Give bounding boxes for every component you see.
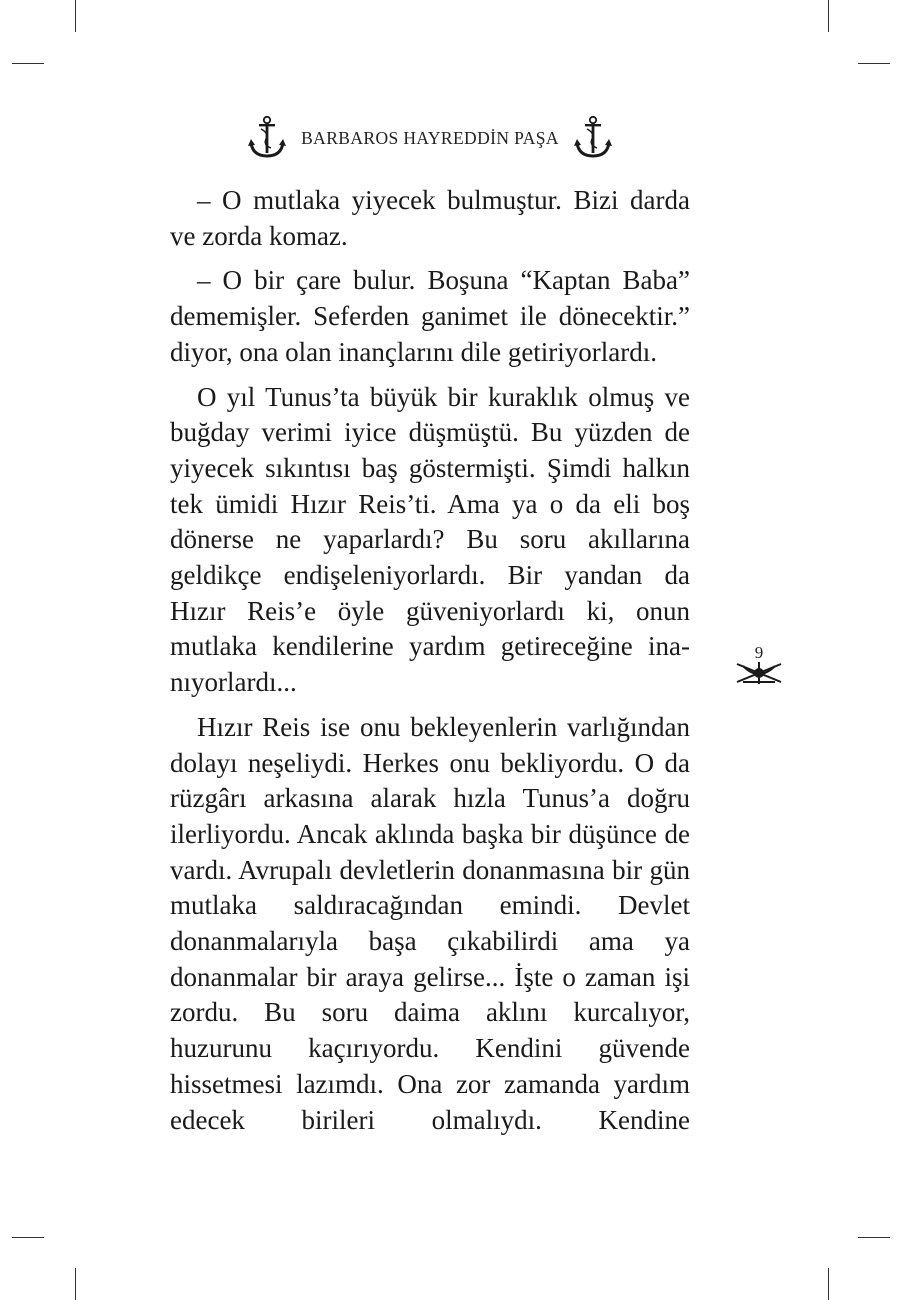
crop-mark — [75, 0, 76, 32]
folio — [733, 644, 785, 686]
page-number: 9 — [754, 643, 764, 662]
anchor-icon — [247, 115, 287, 161]
paragraph: – O bir çare bulur. Boşuna “Kaptan Baba” dememişler. Seferden ganimet ile dönecektir.” diyor, ona olan inançlarını dile getiriyorlardı. — [170, 265, 690, 367]
anchor-icon — [573, 115, 613, 161]
crop-mark — [828, 1268, 829, 1300]
paragraph: Hızır Reis ise onu bekleyenlerin varlığından dolayı neşeliydi. Herkes onu bekliyordu. O da rüzgârı arkasına alarak hızla Tunus’a doğru ilerliyordu. Ancak aklında başka bir düşünce de vardı. Avrupalı devletlerin donanmasına bir gün mutlaka saldıracağından emindi. Devlet donanmalarıyla başa çıkabilirdi ama ya donanmalar bir araya gelirse... İşte o zaman işi zordu. Bu soru daima aklını kurcalıyor, huzurunu kaçırıyordu. Kendini güvende hissetmesi lazımdı. Ona zor zamanda yardım edecek birileri olmalıydı. Kendine — [170, 711, 690, 1135]
crop-mark — [858, 1237, 890, 1238]
crop-mark — [828, 0, 829, 32]
running-header — [170, 112, 690, 164]
crop-mark — [858, 63, 890, 64]
crop-mark — [12, 63, 44, 64]
ship-wheel-icon — [733, 658, 785, 686]
paragraph: O yıl Tunus’ta büyük bir kuraklık olmuş ve buğday verimi iyice düşmüştü. Bu yüzden de yiyecek sıkıntısı baş göstermişti. Şimdi halkın tek ümidi Hızır Reis’ti. Ama ya o da eli boş dönerse ne yaparlardı? Bu soru akıllarına geldikçe endişeleniyorlardı. Bir yandan da Hızır Reis’e öyle güveniyorlardı ki, onun mutlaka kendilerine yardım getireceğine inanıyorlardı... — [170, 381, 690, 698]
running-title: BARBAROS HAYREDDİN PAŞA — [301, 127, 559, 148]
crop-mark — [12, 1237, 44, 1238]
crop-mark — [75, 1268, 76, 1300]
page-body — [170, 183, 690, 1147]
paragraph: – O mutlaka yiyecek bulmuştur. Bizi darda ve zorda komaz. — [170, 185, 690, 251]
